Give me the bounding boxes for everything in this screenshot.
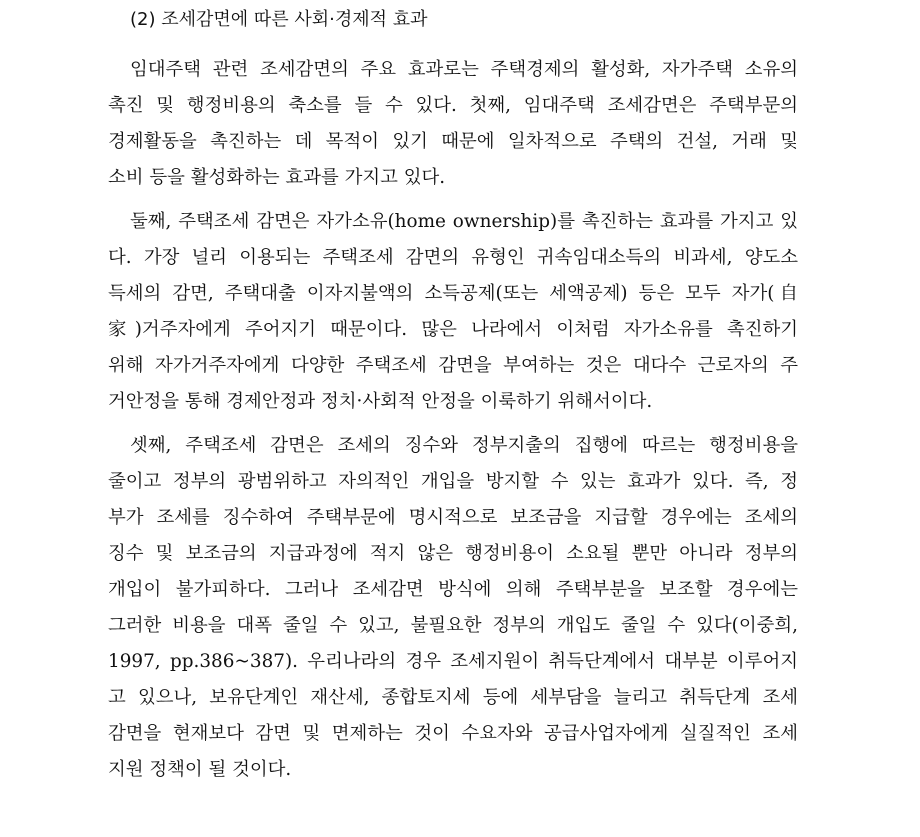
paragraph-line: 다. 가장 널리 이용되는 주택조세 감면의 유형인 귀속임대소득의 비과세, 양도소 xyxy=(108,247,798,268)
paragraph-line: 셋째, 주택조세 감면은 조세의 징수와 정부지출의 집행에 따르는 행정비용을 xyxy=(130,435,798,456)
paragraph-line: 징수 및 보조금의 지급과정에 적지 않은 행정비용이 소요될 뿐만 아니라 정부의 xyxy=(108,543,798,564)
paragraph-line: 소비 등을 활성화하는 효과를 가지고 있다. xyxy=(108,167,446,188)
paragraph-line: 촉진 및 행정비용의 축소를 들 수 있다. 첫째, 임대주택 조세감면은 주택부문의 xyxy=(108,95,798,116)
paragraph-line: 경제활동을 촉진하는 데 목적이 있기 때문에 일차적으로 주택의 건설, 거래 및 xyxy=(108,131,798,152)
paragraph-line: 家)거주자에게 주어지기 때문이다. 많은 나라에서 이처럼 자가소유를 촉진하기 xyxy=(108,319,798,340)
paragraph-line: 줄이고 정부의 광범위하고 자의적인 개입을 방지할 수 있는 효과가 있다. 즉, 정 xyxy=(108,471,798,492)
paragraph-line: 지원 정책이 될 것이다. xyxy=(108,759,292,780)
paragraph-line: 임대주택 관련 조세감면의 주요 효과로는 주택경제의 활성화, 자가주택 소유의 xyxy=(130,59,798,80)
paragraph-line: 1997, pp.386~387). 우리나라의 경우 조세지원이 취득단계에서 대부분 이루어지 xyxy=(108,651,798,672)
paragraph-line: 개입이 불가피하다. 그러나 조세감면 방식에 의해 주택부분을 보조할 경우에는 xyxy=(108,579,798,600)
paragraph-line: 그러한 비용을 대폭 줄일 수 있고, 불필요한 정부의 개입도 줄일 수 있다(이중희, xyxy=(108,615,798,636)
section-heading: (2) 조세감면에 따른 사회·경제적 효과 xyxy=(130,9,428,30)
paragraph-line: 둘째, 주택조세 감면은 자가소유(home ownership)를 촉진하는 효과를 가지고 있 xyxy=(130,211,798,232)
paragraph-line: 고 있으나, 보유단계인 재산세, 종합토지세 등에 세부담을 늘리고 취득단계 조세 xyxy=(108,687,798,708)
paragraph-line: 득세의 감면, 주택대출 이자지불액의 소득공제(또는 세액공제) 등은 모두 자가(自 xyxy=(108,283,798,304)
paragraph-line: 부가 조세를 징수하여 주택부문에 명시적으로 보조금을 지급할 경우에는 조세의 xyxy=(108,507,798,528)
paragraph-line: 거안정을 통해 경제안정과 정치·사회적 안정을 이룩하기 위해서이다. xyxy=(108,391,653,412)
paragraph-line: 감면을 현재보다 감면 및 면제하는 것이 수요자와 공급사업자에게 실질적인 조세 xyxy=(108,723,798,744)
paragraph-line: 위해 자가거주자에게 다양한 주택조세 감면을 부여하는 것은 대다수 근로자의 주 xyxy=(108,355,798,376)
